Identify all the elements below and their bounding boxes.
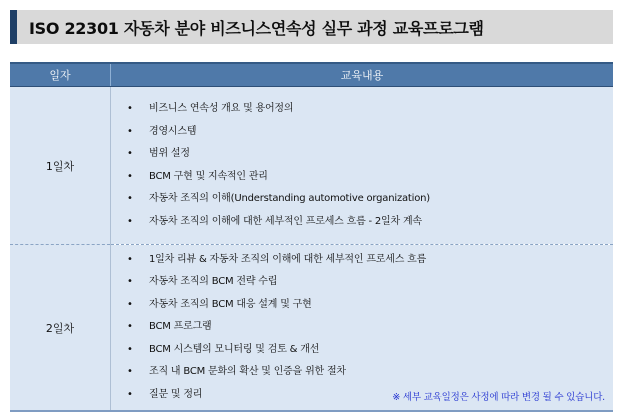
- content-cell: [111, 87, 614, 245]
- list-item: • BCM 구현 및 지속적인 관리: [127, 166, 613, 189]
- bullet-icon: •: [127, 388, 133, 400]
- header-day: 일자: [10, 63, 111, 87]
- list-item: • 자동차 조직의 이해에 대한 세부적인 프로세스 흐름 - 2일차 계속: [127, 211, 613, 234]
- list-item: • 1일차 리뷰 & 자동차 조직의 이해에 대한 세부적인 프로세스 흐름: [127, 249, 613, 272]
- bullet-icon: •: [127, 298, 133, 310]
- bullet-icon: •: [127, 321, 133, 333]
- bullet-icon: •: [127, 103, 133, 114]
- list-item: • 자동차 조직의 이해(Understanding automotive organization): [127, 188, 613, 211]
- bullet-icon: •: [127, 253, 133, 265]
- list-item: • 경영시스템: [127, 121, 613, 144]
- bullet-icon: •: [127, 366, 133, 378]
- bullet-icon: •: [127, 276, 133, 288]
- list-item: • 자동차 조직의 BCM 전략 수립: [127, 271, 613, 294]
- bullet-icon: •: [127, 215, 133, 227]
- bullet-icon: •: [127, 343, 133, 355]
- schedule-table: [10, 62, 613, 412]
- table-row-day1: [10, 87, 613, 245]
- bullet-icon: •: [127, 170, 133, 182]
- day-label: 1일차: [10, 87, 111, 245]
- list-item: • BCM 시스템의 모니터링 및 검토 & 개선: [127, 339, 613, 362]
- list-item: • 조직 내 BCM 문화의 확산 및 인증을 위한 절차: [127, 361, 613, 384]
- topic-list: [111, 98, 613, 233]
- header-content: 교육내용: [111, 63, 614, 87]
- bullet-icon: •: [127, 125, 133, 137]
- list-item: • BCM 프로그램: [127, 316, 613, 339]
- topic-list: [111, 249, 613, 407]
- bullet-icon: •: [127, 193, 133, 204]
- bullet-icon: •: [127, 148, 133, 159]
- table-header-row: [10, 63, 613, 87]
- page-title-bar: [10, 10, 613, 44]
- list-item: • 자동차 조직의 BCM 대응 설계 및 구현: [127, 294, 613, 317]
- list-item: • 비즈니스 연속성 개요 및 용어정의: [127, 98, 613, 121]
- list-item: • 질문 및 정리: [127, 384, 613, 407]
- schedule-note: ※ 세부 교육일정은 사정에 따라 변경 될 수 있습니다.: [392, 392, 605, 403]
- content-cell: [111, 245, 614, 412]
- table-row-day2: [10, 245, 613, 412]
- list-item: • 범위 설정: [127, 143, 613, 166]
- day-label: 2일차: [10, 245, 111, 412]
- page-title: ISO 22301 자동차 분야 비즈니스연속성 실무 과정 교육프로그램: [29, 18, 484, 38]
